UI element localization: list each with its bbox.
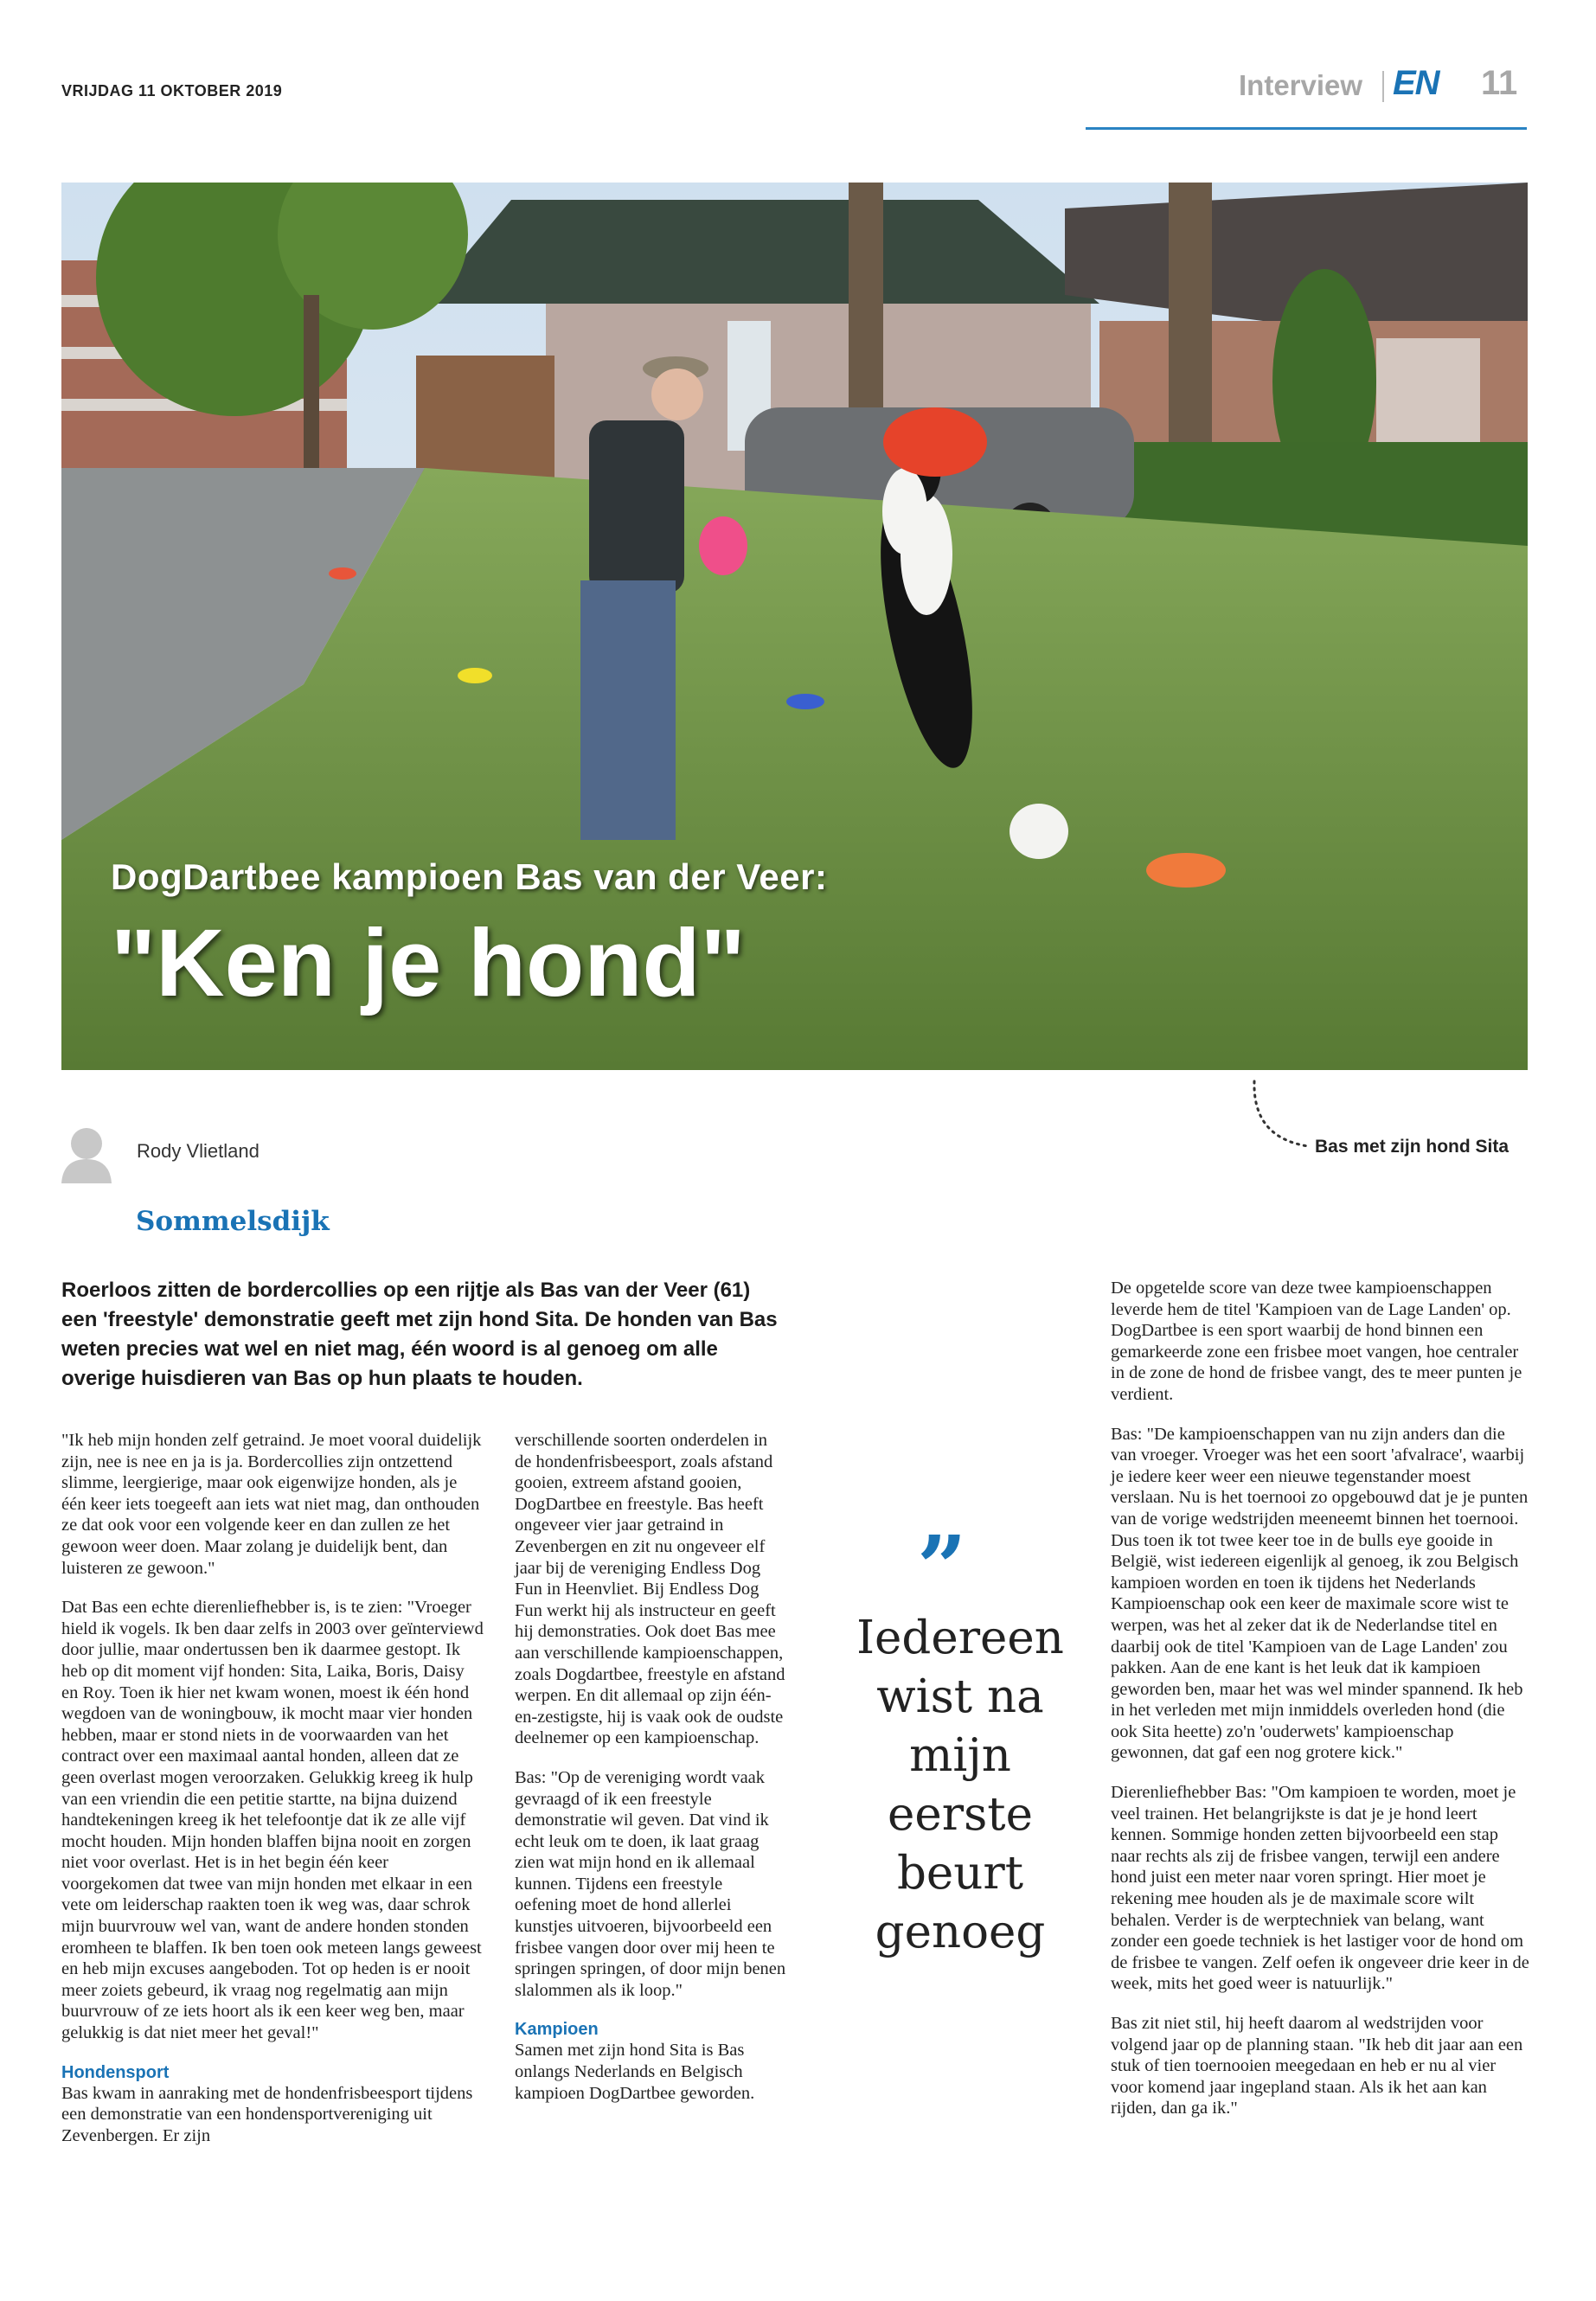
article-column-1 [61,1430,485,2146]
paragraph [515,2019,787,2104]
article-column-2 [515,1430,787,2104]
headline: "Ken je hond" [111,910,746,1016]
section-label: Interview [1239,69,1363,101]
paragraph: Bas zit niet stil, hij heeft daarom al wedstrijden voor volgend jaar op de planning staan. "Ik heb dit jaar aan een stuk of tien toernooien meegedaan en heb er nu al vier voor komend jaar ingepland staan. Als ik het aan kan rijden, dan ga ik." [1111,2014,1523,2118]
paragraph: Dierenliefhebber Bas: "Om kampioen te worden, moet je veel trainen. Het belangrijkste is dat je je hond leert kennen. Sommige honden zetten bijvoorbeeld een stap naar rechts als zij de frisbee vangen, terwijl een andere hond juist een meter naar voren springt. Hier moet je rekening mee houden als je de maximale score wilt behalen. Verder is de werptechniek van belang, want zonder een goede techniek is het lastiger voor de hond om de frisbee te vangen. Zelf oefen ik ongeveer drie keer in de week, mits het goed weer is natuurlijk." [1111,1783,1529,1994]
paragraph: verschillende soorten onderdelen in de hondenfrisbeesport, zoals afstand gooien, extreem afstand gooien, DogDartbee en freestyle. Bas heeft ongeveer vier jaar getraind in Zevenbergen en zit nu ongeveer elf jaar bij de vereniging Endless Dog Fun in Heenvliet. Bij Endless Dog Fun werkt hij als instructeur en geeft hij demonstraties. Ook doet Bas mee aan verschillende kampioenschappen, zoals Dogdartbee, freestyle en afstand werpen. En dit allemaal op zijn één-en-zestigste, hij is vaak ook de oudste deelnemer op een kampioenschap. [515,1431,785,1748]
article-intro: Roerloos zitten de bordercollies op een rijtje als Bas van der Veer (61) een 'freestyle' demonstratie geeft met zijn hond Sita. De honden van Bas weten precies wat wel en niet mag, één woord is al genoeg om alle overige huisdieren van Bas op hun plaats te houden. [61,1279,778,1390]
paragraph: De opgetelde score van deze twee kampioenschappen leverde hem de titel 'Kampioen van de Lage Landen' op. DogDartbee is een sport waarbij de hond binnen een gemarkeerde zone een frisbee moet vangen, hoe centraler in de zone de hond de frisbee vangt, des te meer punten je verdient. [1111,1279,1522,1404]
author-avatar-icon [61,1126,112,1183]
newspaper-logo: EN [1393,64,1439,102]
subheading: Hondensport [61,2062,170,2082]
header-divider [1382,71,1384,102]
subheading: Kampioen [515,2020,599,2040]
paragraph: Dat Bas een echte dierenliefhebber is, is te zien: "Vroeger hield ik vogels. Ik ben daar zelfs in 2003 over geïnterviewd door jullie, maar ondertussen ben ik daarmee gestopt. Ik heb op dit moment vijf honden: Sita, Laika, Boris, Daisy en Roy. Toen ik hier net kwam wonen, moest ik één hond wegdoen van de woningbouw, ik mocht maar vier honden hebben, maar er stond niets in de voorwaarden van het contract over een maximaal aantal honden, alleen dat ze geen overlast mogen veroorzaken. Gelukkig kreeg ik hulp van een vriendin die een petitie startte, na bijna duizend handtekeningen kreeg ik het telefoontje dat ik ze alle vijf mocht houden. Mijn honden blaffen bijna nooit en zorgen niet voor overlast. Het is in het begin één keer voorgekomen dat twee van mijn honden met elkaar in een vete om leiderschap raakten toen ik weg was, daar schrok mijn buurvrouw wel van, want de andere honden stonden eromheen te blaffen. Ik ben toen ook meteen langs geweest en heb mijn excuses aangeboden. Tot op heden is er nooit meer zoiets gebeurd, ik vraag nog regelmatig aan mijn buurvrouw of ze iets hoort als ik een keer weg ben, maar gelukkig is dat niet meer het geval!" [61,1598,484,2043]
issue-date: VRIJDAG 11 OKTOBER 2019 [61,82,283,99]
header-rule [1086,127,1527,130]
author-name: Rody Vlietland [137,1140,260,1162]
paragraph-text: Samen met zijn hond Sita is Bas onlangs Nederlands en Belgisch kampioen DogDartbee geworden. [515,2041,755,2103]
paragraph-text: Bas kwam in aanraking met de hondenfrisbeesport tijdens een demonstratie van een hondensportvereniging uit Zevenbergen. Er zijn [61,2083,473,2145]
pull-quote: Iedereen wist na mijn eerste beurt genoeg [856,1612,1064,1958]
article-column-3 [1111,1278,1530,2119]
page-number: 11 [1481,64,1518,102]
photo-caption: Bas met zijn hond Sita [1315,1137,1509,1157]
dateline-place: Sommelsdijk [136,1206,330,1237]
paragraph: Bas: "Op de vereniging wordt vaak gevraagd of ik een freestyle demonstratie wil geven. Dat vind ik echt leuk om te doen, ik laat graag zien wat mijn hond en ik allemaal kunnen. Tijdens een freestyle oefening moet de hond allerlei kunstjes uitvoeren, bijvoorbeeld een frisbee vangen door over mij heen te springen springen, of door mijn benen slalommen als ik loop." [515,1767,786,2000]
paragraph [61,2062,485,2147]
quote-mark-icon: ” [917,1516,967,1618]
paragraph: "Ik heb mijn honden zelf getraind. Je moet vooral duidelijk zijn, nee is nee en ja is ja. Bordercollies zijn ontzettend slimme, leergierige, maar ook eigenwijze honden, als je één keer iets toegeeft aan iets wat niet mag, dan onthouden ze dat ook voor een volgende keer en dan zullen ze het gewoon weer doen. Maar zolang je duidelijk bent, dan luisteren ze gewoon." [61,1431,482,1578]
caption-pointer-icon [1246,1077,1315,1155]
headline-kicker: DogDartbee kampioen Bas van der Veer: [111,856,828,897]
paragraph: Bas: "De kampioenschappen van nu zijn anders dan die van vroeger. Vroeger was het een soort 'afvalrace', waarbij je iedere keer weer een nieuwe tegenstander moest verslaan. Nu is het toernooi zo opgebouwd dat je je punten van de vorige wedstrijden meeneemt binnen het toernooi. Dus toen ik tot twee keer toe in de bulls eye gooide in België, wist iedereen eigenlijk al genoeg, ik zou Belgisch kampioen worden en toen ik tijdens het Nederlands Kampioenschap ook een keer de maximale score wist te werpen, was het al zeker dat ik de Nederlandse titel en daarbij ook de titel 'Kampioen van de Lage Landen' zou pakken. Aan de ene kant is het leuk dat ik kampioen geworden ben, maar het was wel minder spannend. Ik heb in het verleden met mijn inmiddels overleden hond (die ook Sita heette) zo'n 'ouderwets' kampioenschap gewonnen, dat gaf een nog grotere kick." [1111,1424,1529,1763]
